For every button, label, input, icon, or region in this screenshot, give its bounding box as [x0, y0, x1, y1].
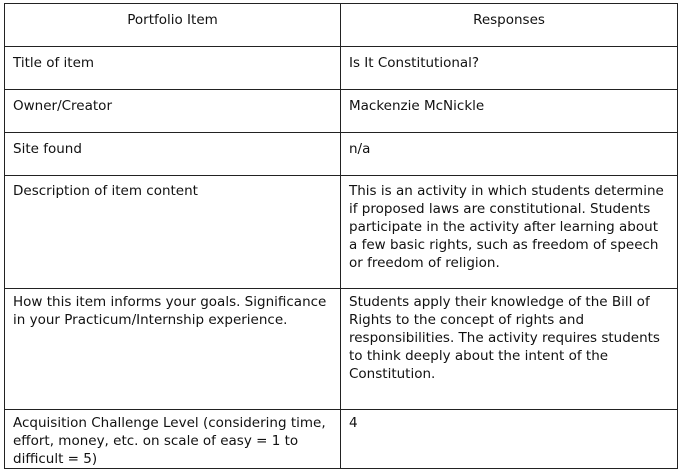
- row-value-owner: Mackenzie McNickle: [349, 98, 485, 114]
- header-cell-responses: [341, 4, 678, 47]
- row-label-goals: How this item informs your goals. Significance in your Practicum/Internship experience.: [13, 294, 327, 328]
- row-value-title: Is It Constitutional?: [349, 55, 480, 71]
- row-value-cell: [341, 410, 678, 469]
- row-label-cell: [5, 47, 341, 90]
- row-label-cell: [5, 410, 341, 469]
- row-value-challenge-level: 4: [349, 415, 358, 431]
- table-row: [5, 133, 678, 176]
- header-cell-portfolio-item: [5, 4, 341, 47]
- row-value-cell: [341, 47, 678, 90]
- row-value-cell: [341, 289, 678, 410]
- row-value-cell: [341, 90, 678, 133]
- table-row: [5, 176, 678, 289]
- portfolio-table: [4, 3, 678, 469]
- header-responses: Responses: [473, 12, 545, 28]
- table-row: [5, 289, 678, 410]
- header-portfolio-item: Portfolio Item: [127, 12, 218, 28]
- row-value-goals: Students apply their knowledge of the Bill of Rights to the concept of rights and responsibilities. The activity requires students to think deeply about the intent of the Constitution.: [349, 294, 660, 382]
- row-value-site: n/a: [349, 141, 371, 157]
- row-label-cell: [5, 133, 341, 176]
- row-value-cell: [341, 176, 678, 289]
- row-value-description: This is an activity in which students determine if proposed laws are constitutional. Students participate in the activity after learning about a few basic rights, such as freedom of speech or freedom of religion.: [349, 183, 664, 271]
- table-row: [5, 47, 678, 90]
- row-label-challenge-level: Acquisition Challenge Level (considering time, effort, money, etc. on scale of easy = 1 to difficult = 5): [13, 415, 326, 467]
- row-label-title: Title of item: [13, 55, 95, 71]
- row-label-site: Site found: [13, 141, 82, 157]
- row-value-cell: [341, 133, 678, 176]
- table-row: [5, 410, 678, 469]
- table-header-row: [5, 4, 678, 47]
- row-label-cell: [5, 176, 341, 289]
- row-label-cell: [5, 90, 341, 133]
- table-row: [5, 90, 678, 133]
- row-label-owner: Owner/Creator: [13, 98, 112, 114]
- row-label-cell: [5, 289, 341, 410]
- row-label-description: Description of item content: [13, 183, 198, 199]
